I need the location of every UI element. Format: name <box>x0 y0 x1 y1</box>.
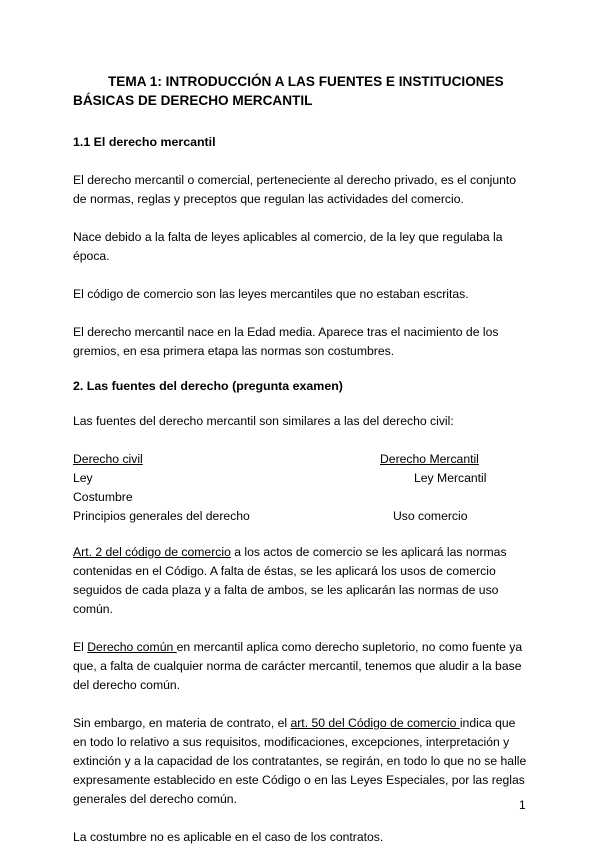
document-title: TEMA 1: INTRODUCCIÓN A LAS FUENTES E INSTITUCIONES BÁSICAS DE DERECHO MERCANTIL <box>73 74 504 108</box>
table-header-row <box>73 450 531 469</box>
table-row <box>73 469 531 488</box>
cell-mercantil: Ley Mercantil <box>414 471 487 485</box>
section-heading-fuentes: 2. Las fuentes del derecho (pregunta examen) <box>73 379 343 393</box>
paragraph-edad-media: El derecho mercantil nace en la Edad media. Aparece tras el nacimiento de los gremios, en esa primera etapa las normas son costumbres. <box>73 325 499 358</box>
cell-civil: Principios generales del derecho <box>73 509 250 523</box>
table-row <box>73 507 531 526</box>
section-heading-derecho-mercantil: 1.1 El derecho mercantil <box>73 135 216 149</box>
paragraph-definition: El derecho mercantil o comercial, perteneciente al derecho privado, es el conjunto de normas, reglas y preceptos que regulan las actividades del comercio. <box>73 173 517 206</box>
art2-reference: Art. 2 del código de comercio <box>73 545 231 559</box>
header-derecho-civil: Derecho civil <box>73 452 143 466</box>
derecho-comun-reference: Derecho común <box>87 640 177 654</box>
paragraph-codigo: El código de comercio son las leyes mercantiles que no estaban escritas. <box>73 287 469 301</box>
paragraph-origin: Nace debido a la falta de leyes aplicables al comercio, de la ley que regulaba la época. <box>73 230 503 263</box>
page-number: 1 <box>519 798 526 812</box>
paragraph-derecho-comun: El Derecho común en mercantil aplica como derecho supletorio, no como fuente ya que, a falta de cualquier norma de carácter mercantil, tenemos que aludir a la base del derecho común. <box>73 640 523 692</box>
cell-civil: Ley <box>73 471 93 485</box>
sources-comparison-table <box>73 450 531 526</box>
cell-civil: Costumbre <box>73 490 133 504</box>
paragraph-costumbre: La costumbre no es aplicable en el caso de los contratos. <box>73 830 384 844</box>
paragraph-art50: Sin embargo, en materia de contrato, el art. 50 del Código de comercio indica que en todo lo relativo a sus requisitos, modificaciones, excepciones, interpretación y extinción y a la capacidad de los contratantes, se regirán, en todo lo que no se halle expresamente establecido en este Código o en las Leyes Especiales, por las reglas generales del derecho común. <box>73 716 527 806</box>
cell-mercantil: Uso comercio <box>393 509 468 523</box>
paragraph-art2: Art. 2 del código de comercio a los actos de comercio se les aplicará las normas contenidas en el Código. A falta de éstas, se les aplicará los usos de comercio seguidos de cada plaza y a falta de ambos, se les aplicarán las normas de uso común. <box>73 545 507 616</box>
header-derecho-mercantil: Derecho Mercantil <box>380 452 479 466</box>
art50-reference: art. 50 del Código de comercio <box>290 716 460 730</box>
table-row <box>73 488 531 507</box>
document-page <box>73 72 531 847</box>
paragraph-fuentes-intro: Las fuentes del derecho mercantil son similares a las del derecho civil: <box>73 414 454 428</box>
